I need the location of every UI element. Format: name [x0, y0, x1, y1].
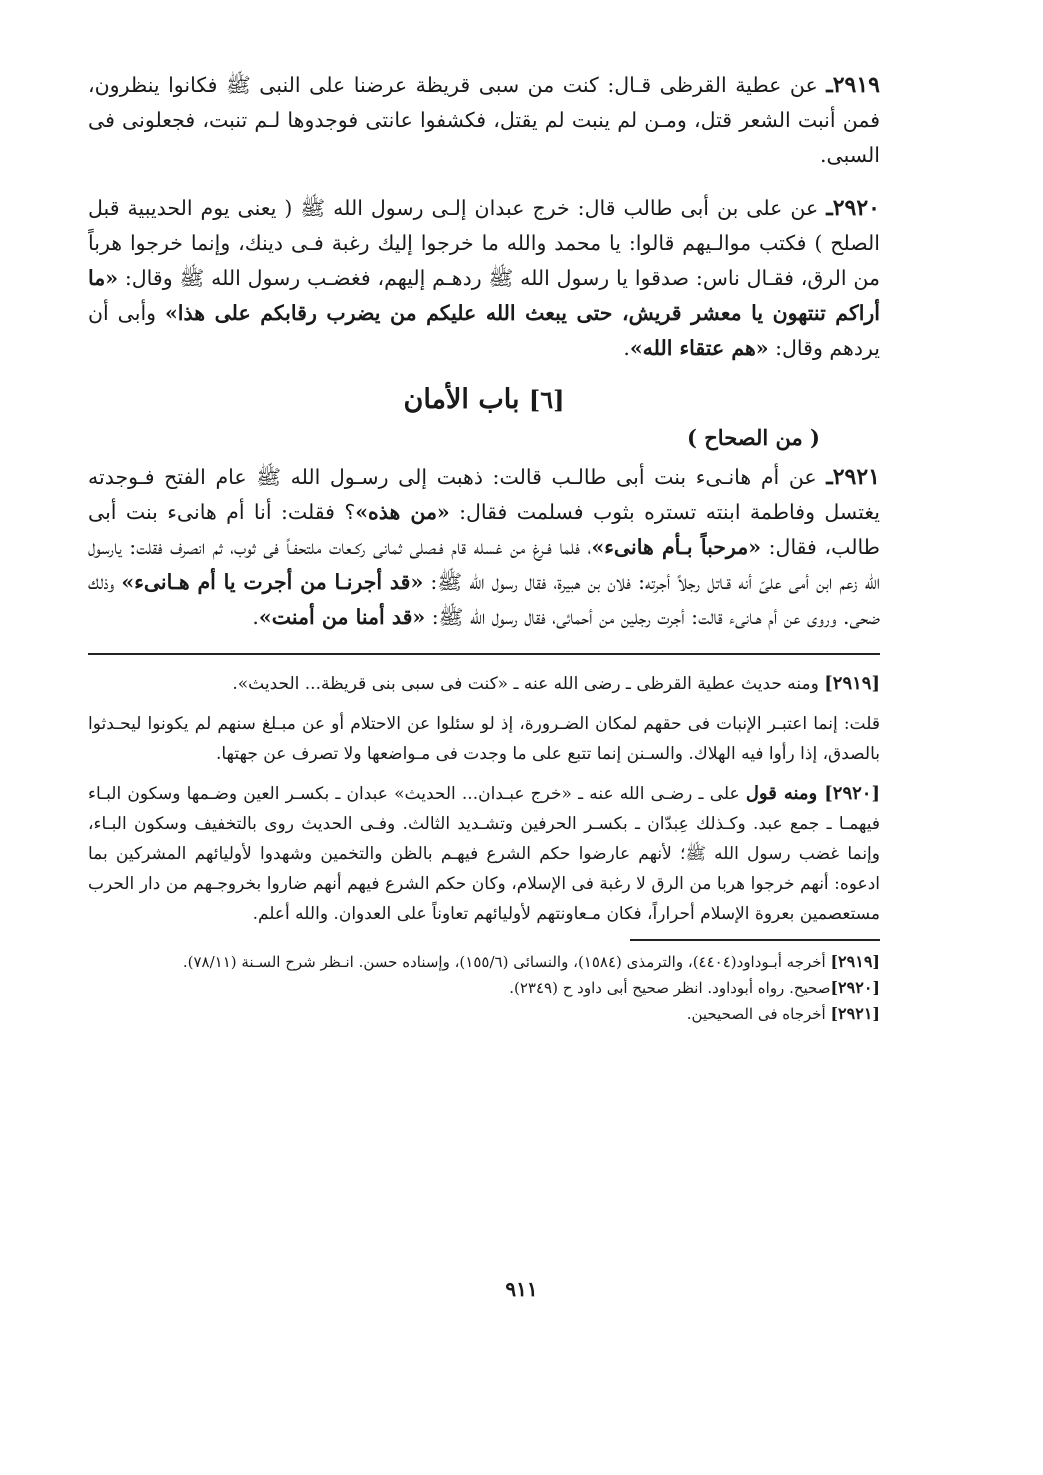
- prophetic-quote: «قد أجرنـا من أجرت يا أم هـانىء»: [121, 570, 424, 594]
- hadith-text: .: [623, 336, 630, 360]
- footnote: [88, 1001, 880, 1027]
- hadith-text: عن عطية القرظى قـال: كنت من سبى قريظة عرضنا على النبى ﷺ فكانوا ينظرون، فمن أنبت الشعر قتل، ومـن لم ينبت لم يقتل، فكشفوا عانتى فوجدوها لـم تنبت، فجعلونى فى السبى.: [88, 73, 880, 167]
- commentary-text: على ـ رضـى الله عنه ـ «خرج عبـدان... الحديث» عبدان ـ بكسـر العين وضـمها وسكون البـاء فيهمـا ـ جمع عبد. وكـذلك عِبدّان ـ بكسـر الحرفين وتشـديد الثالث. وفـى الحديث روى بالتخفيف وسكون البـاء، وإنما غضب رسول الله ﷺ؛ لأنهم عارضوا حكم الشرع فيهـم بالظن والتخمين وشهدوا لأوليائهم المشركين بما ادعوه: أنهم خرجوا هربا من الرق لا رغبة فى الإسلام، وكان حكم الشرع فيهم أنهم ضاروا بخروجـهم من دار الحرب مستعصمين بعروة الإسلام أحراراً، فكان مـعاونتهم لأوليائهم تعاوناً على العدوان. والله أعلم.: [88, 784, 880, 924]
- prophetic-quote: «هم عتقاء الله»: [629, 336, 769, 360]
- footnote: [88, 949, 880, 975]
- footnote-number: [٢٩٢٠]: [830, 978, 880, 997]
- footnote-text: صحيح. رواه أبوداود. انظر صحيح أبى داود ح (٢٣٤٩).: [509, 979, 831, 997]
- commentary-text: قلت: إنما اعتبـر الإنبات فى حقهم لمكان الضـرورة، إذ لو سئلوا عن الاحتلام أو عن مبـلغ سنهم لم يكونوا ليحـدثوا بالصدق، إذا رأوا فيه الهلاك. والسـنن إنما تتبع على ما وجدت فى مـواضعها ولا تصرف عن جهتها.: [88, 714, 880, 764]
- prophetic-quote: «قد أمنا من أمنت»: [258, 605, 426, 629]
- hadith-text: ، فلما فـرغ من غسله قام فـصلى ثمانى ركـعات ملتحفـاً فى ثوب، ثم انصرف فقلت: يارسول الله زعم ابن أمى علىّ أنه قـاتل رجلاً أجرته: فلان بن هبيرة، فقال رسول الله ﷺ:: [88, 535, 880, 594]
- commentary-reference: [٢٩١٩]: [824, 673, 880, 694]
- hadith-text: وأبى أن يردهم وقال:: [88, 301, 880, 360]
- hadith-text: عن أم هانـىء بنت أبى طالـب قالت: ذهبت إلى رسـول الله ﷺ عام الفتح فـوجدته يغتسل وفاطمة ابنته تستره بثوب فسلمت فقال:: [88, 465, 880, 524]
- hadith-number: ٢٩٢٠ـ: [826, 195, 880, 221]
- chapter-number: [٦]: [528, 385, 565, 414]
- commentary-paragraph: [88, 779, 880, 929]
- chapter-title: باب الأمان: [403, 384, 520, 415]
- prophetic-quote: «مرحباً بـأم هانىء»: [591, 535, 762, 559]
- hadith-text: وذلك ضحى. وروى عن أم هـانىء قالت: أجرت رجلين من أحمائى، فقال رسول الله ﷺ:: [88, 570, 880, 629]
- commentary-text: ومنه حديث عطية القرظى ـ رضى الله عنه ـ «كنت فى سبى بنى قريظة... الحديث».: [232, 674, 825, 694]
- hadith-number: ٢٩٢١ـ: [826, 464, 880, 490]
- footnote-number: [٢٩٢١]: [830, 1004, 880, 1023]
- hadith-text: عن على بن أبى طالب قال: خرج عبدان إلـى رسول الله ﷺ ( يعنى يوم الحديبية قبل الصلح ) فكتب موالـيهم قالوا: يا محمد والله ما خرجوا إليك رغبة فـى دينك، وإنما خرجوا هرباً من الرق، فقـال ناس: صدقوا يا رسول الله ﷺ ردهـم إليهم، فغضـب رسول الله ﷺ وقال:: [88, 196, 880, 290]
- footnote: [88, 975, 880, 1001]
- prophetic-quote: «ما أراكم تنتهون يا معشر قريش، حتى يبعث الله عليكم من يضرب رقابكم على هذا»: [88, 266, 880, 325]
- footnote-separator: [630, 939, 880, 941]
- footnote-text: أخرجاه فى الصحيحين.: [686, 1005, 831, 1023]
- document-page: [88, 68, 880, 1027]
- prophetic-quote: «من هذه»: [355, 500, 450, 524]
- commentary-paragraph: [88, 709, 880, 769]
- chapter-heading: [88, 384, 880, 415]
- section-label: ( من الصحاح ): [687, 425, 820, 450]
- footnote-text: أخرجه أبـوداود(٤٤٠٤)، والترمذى (١٥٨٤)، والنسائى (١٥٥/٦)، وإسناده حسن. انـظر شرح السـنة (٧٨/١١).: [182, 953, 831, 971]
- hadith-number: ٢٩١٩ـ: [826, 72, 880, 98]
- separator-line: [88, 653, 880, 655]
- page-number: ٩١١: [505, 1277, 538, 1301]
- hadith-text: .: [252, 605, 259, 629]
- hadith-2919: [88, 68, 880, 173]
- commentary-paragraph: [88, 669, 880, 699]
- commentary-reference: [٢٩٢٠] ومنه قول: [745, 783, 880, 804]
- hadith-2921: [88, 460, 880, 635]
- footnote-number: [٢٩١٩]: [830, 952, 880, 971]
- hadith-2920: [88, 191, 880, 366]
- hadith-text: ؟ فقلت: أنا أم هانىء بنت أبى طالب، فقال:: [88, 500, 881, 559]
